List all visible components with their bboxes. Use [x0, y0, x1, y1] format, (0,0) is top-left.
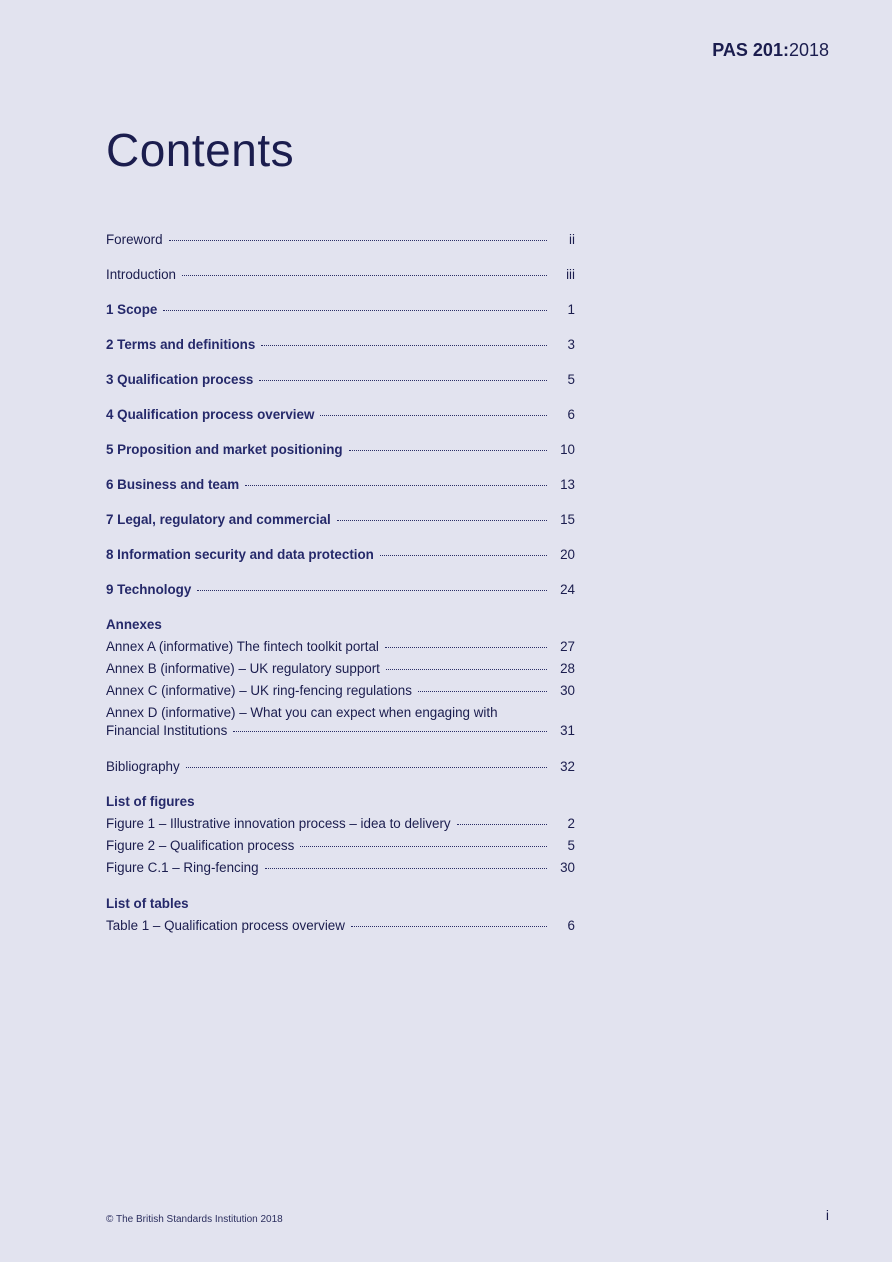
toc-entry-page: 13 [560, 477, 575, 492]
toc-entry-label: Figure 1 – Illustrative innovation process – idea to delivery [106, 816, 451, 831]
document-code-prefix: PAS 201: [712, 40, 789, 60]
toc-entry-information-security[interactable] [106, 546, 575, 564]
toc-entry-annex-c[interactable] [106, 682, 575, 700]
toc-entry-page: 10 [560, 442, 575, 457]
toc-entry-annex-d[interactable] [106, 722, 575, 740]
toc-leader-dots [320, 415, 547, 416]
toc-entry-annex-d-line1[interactable]: Annex D (informative) – What you can expect when engaging with [106, 705, 498, 720]
toc-entry-business-and-team[interactable] [106, 476, 575, 494]
toc-leader-dots [418, 691, 547, 692]
toc-entry-page: ii [569, 232, 575, 247]
toc-leader-dots [349, 450, 547, 451]
toc-entry-label: Foreword [106, 232, 163, 247]
toc-entry-proposition[interactable] [106, 441, 575, 459]
toc-leader-dots [182, 275, 547, 276]
toc-leader-dots [163, 310, 547, 311]
toc-leader-dots [265, 868, 547, 869]
toc-entry-page: 6 [567, 407, 575, 422]
toc-entry-page: 5 [567, 372, 575, 387]
page-title: Contents [106, 124, 295, 176]
toc-entry-scope[interactable] [106, 301, 575, 319]
toc-leader-dots [386, 669, 547, 670]
toc-entry-label: 4 Qualification process overview [106, 407, 315, 422]
toc-entry-label: Bibliography [106, 759, 180, 774]
toc-entry-label: Annex A (informative) The fintech toolkit portal [106, 639, 379, 654]
footer-copyright: © The British Standards Institution 2018 [106, 1214, 283, 1225]
toc-entry-page: 32 [560, 759, 575, 774]
annexes-heading: Annexes [106, 617, 162, 632]
toc-entry-page: 31 [560, 723, 575, 738]
toc-entry-label: 8 Information security and data protection [106, 547, 374, 562]
toc-leader-dots [186, 767, 547, 768]
toc-entry-introduction[interactable] [106, 266, 575, 284]
toc-entry-table-1[interactable] [106, 917, 575, 935]
toc-entry-page: 1 [567, 302, 575, 317]
toc-entry-label: 2 Terms and definitions [106, 337, 256, 352]
toc-entry-qualification-process[interactable] [106, 371, 575, 389]
toc-entry-label: 6 Business and team [106, 477, 240, 492]
toc-entry-label: Annex C (informative) – UK ring-fencing regulations [106, 683, 412, 698]
footer-page-number: i [825, 1207, 829, 1223]
toc-entry-technology[interactable] [106, 581, 575, 599]
toc-entry-figure-2[interactable] [106, 837, 575, 855]
figures-heading: List of figures [106, 794, 195, 809]
toc-entry-label: Introduction [106, 267, 176, 282]
toc-entry-legal-regulatory[interactable] [106, 511, 575, 529]
toc-entry-label: Financial Institutions [106, 723, 228, 738]
toc-leader-dots [351, 926, 547, 927]
toc-entry-label: Annex B (informative) – UK regulatory support [106, 661, 380, 676]
toc-leader-dots [337, 520, 547, 521]
toc-entry-label: 9 Technology [106, 582, 192, 597]
toc-entry-label: 1 Scope [106, 302, 158, 317]
toc-leader-dots [261, 345, 547, 346]
toc-entry-page: 15 [560, 512, 575, 527]
toc-entry-page: 20 [560, 547, 575, 562]
toc-entry-annex-a[interactable] [106, 638, 575, 656]
tables-heading: List of tables [106, 896, 189, 911]
toc-entry-foreword[interactable] [106, 231, 575, 249]
toc-entry-annex-b[interactable] [106, 660, 575, 678]
toc-entry-page: 30 [560, 860, 575, 875]
toc-entry-page: 5 [567, 838, 575, 853]
toc-leader-dots [380, 555, 547, 556]
toc-entry-label: 3 Qualification process [106, 372, 254, 387]
toc-entry-page: 3 [567, 337, 575, 352]
toc-entry-page: 2 [567, 816, 575, 831]
toc-entry-figure-c1[interactable] [106, 859, 575, 877]
toc-entry-label: Figure C.1 – Ring-fencing [106, 860, 259, 875]
toc-leader-dots [457, 824, 547, 825]
toc-entry-label: Table 1 – Qualification process overview [106, 918, 345, 933]
document-code-year: 2018 [788, 40, 829, 60]
toc-entry-page: 27 [560, 639, 575, 654]
toc-entry-figure-1[interactable] [106, 815, 575, 833]
toc-leader-dots [385, 647, 547, 648]
toc-entry-label: 7 Legal, regulatory and commercial [106, 512, 331, 527]
toc-leader-dots [169, 240, 547, 241]
toc-entry-bibliography[interactable] [106, 758, 575, 776]
toc-leader-dots [197, 590, 547, 591]
toc-leader-dots [233, 731, 547, 732]
toc-entry-page: iii [566, 267, 575, 282]
toc-leader-dots [259, 380, 547, 381]
toc-entry-page: 28 [560, 661, 575, 676]
toc-leader-dots [300, 846, 547, 847]
toc-entry-terms-and-definitions[interactable] [106, 336, 575, 354]
toc-entry-label: 5 Proposition and market positioning [106, 442, 343, 457]
toc-entry-page: 6 [567, 918, 575, 933]
toc-entry-label: Figure 2 – Qualification process [106, 838, 295, 853]
document-code [712, 40, 829, 61]
toc-entry-qualification-process-overview[interactable] [106, 406, 575, 424]
toc-leader-dots [245, 485, 547, 486]
toc-entry-page: 30 [560, 683, 575, 698]
toc-entry-page: 24 [560, 582, 575, 597]
